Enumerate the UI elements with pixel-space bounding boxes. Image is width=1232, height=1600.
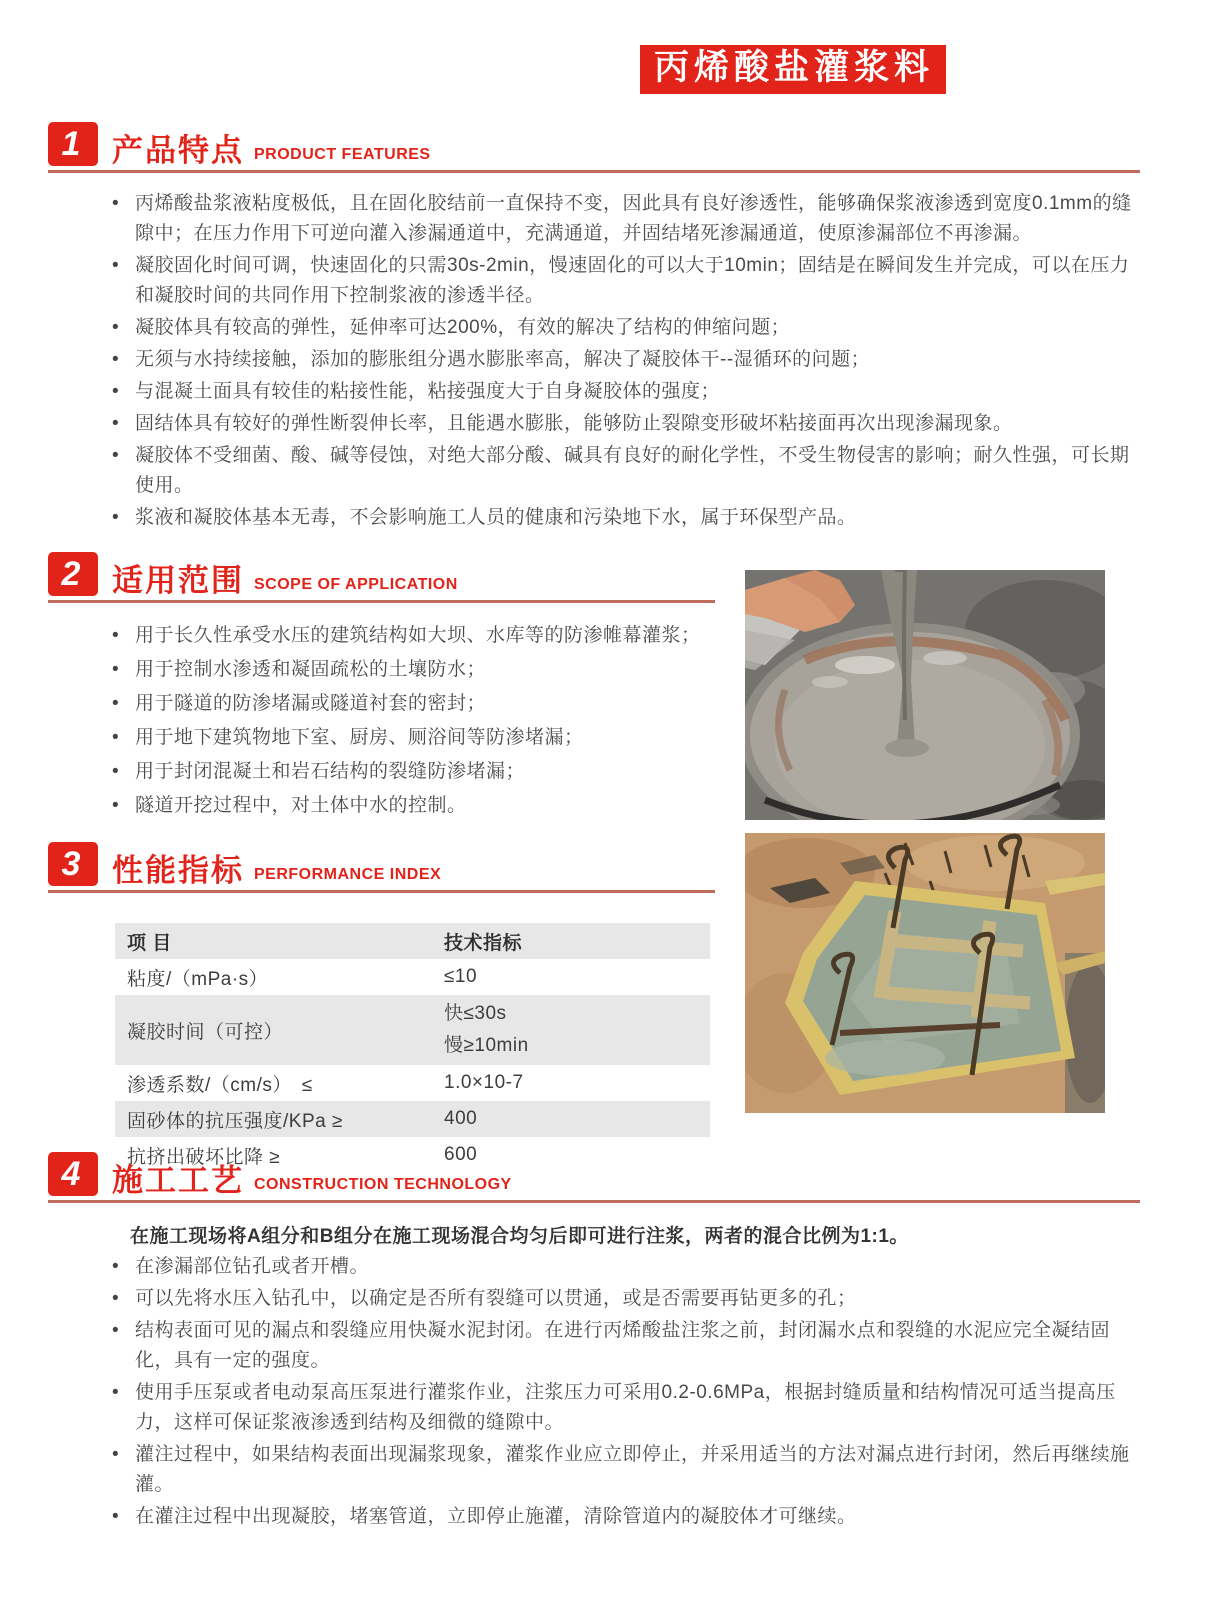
mixing-ratio-note: 在施工现场将A组分和B组分在施工现场混合均匀后即可进行注浆，两者的混合比例为1:1。 (130, 1226, 909, 1247)
section-number-badge: 4 (48, 1152, 98, 1196)
page-title: 丙烯酸盐灌浆料 (640, 45, 946, 94)
section-subtitle: CONSTRUCTION TECHNOLOGY (254, 1176, 512, 1194)
grout-slurry-mixing-photo (745, 570, 1105, 820)
value-line-slow: 慢≥10min (444, 1035, 529, 1056)
table-cell: 抗挤出破坏比降 ≥ (127, 1146, 281, 1168)
section-subtitle: PERFORMANCE INDEX (254, 866, 442, 884)
section-scope-of-application (48, 552, 715, 823)
table-cell: 600 (444, 1144, 478, 1165)
list-item: • 可以先将水压入钻孔中，以确定是否所有裂缝可以贯通，或是否需要再钻更多的孔； (110, 1284, 1140, 1314)
value-line-fast: 快≤30s (444, 1003, 507, 1024)
section-header (48, 842, 715, 893)
section-performance-index (48, 842, 715, 1173)
column-header-value: 技术指标 (444, 932, 523, 954)
section-header (48, 122, 1140, 173)
section-title: 产品特点 (112, 133, 244, 168)
construction-bullet-list (48, 1252, 1140, 1532)
scope-bullet-list (48, 619, 715, 823)
list-item: • 凝胶固化时间可调，快速固化的只需30s-2min，慢速固化的可以大于10min；固结是在瞬间发生并完成，可以在压力和凝胶时间的共同作用下控制浆液的渗透半径。 (110, 251, 1140, 311)
section-subtitle: SCOPE OF APPLICATION (254, 576, 458, 594)
section-construction-technology (48, 1152, 1140, 1534)
table-cell: ≤10 (444, 966, 478, 987)
table-cell: 固砂体的抗压强度/KPa ≥ (127, 1110, 343, 1132)
list-item: • 使用手压泵或者电动泵高压泵进行灌浆作业，注浆压力可采用0.2-0.6MPa，根据封缝质量和结构情况可适当提高压力，这样可保证浆液渗透到结构及细微的缝隙中。 (110, 1378, 1140, 1438)
features-bullet-list (48, 189, 1140, 533)
section-product-features (48, 122, 1140, 535)
table-header-row (115, 923, 710, 959)
section-title: 施工工艺 (112, 1163, 244, 1198)
list-item: • 固结体具有较好的弹性断裂伸长率，且能遇水膨胀，能够防止裂隙变形破坏粘接面再次出现渗漏现象。 (110, 409, 1140, 439)
list-item: • 浆液和凝胶体基本无毒，不会影响施工人员的健康和污染地下水，属于环保型产品。 (110, 503, 1140, 533)
list-item: • 凝胶体具有较高的弹性，延伸率可达200%，有效的解决了结构的伸缩问题； (110, 313, 1140, 343)
table-cell: 1.0×10-7 (444, 1072, 524, 1093)
table-cell: 渗透系数/（cm/s） ≤ (127, 1074, 313, 1096)
list-item: • 用于控制水渗透和凝固疏松的土壤防水； (110, 653, 715, 687)
section-header (48, 552, 715, 603)
column-header-item: 项 目 (127, 932, 172, 954)
section-title: 性能指标 (112, 853, 244, 888)
list-item: • 隧道开挖过程中，对土体中水的控制。 (110, 789, 715, 823)
table-row (115, 1065, 710, 1101)
list-item: • 用于封闭混凝土和岩石结构的裂缝防渗堵漏； (110, 755, 715, 789)
section-subtitle: PRODUCT FEATURES (254, 146, 431, 164)
table-cell: 凝胶时间（可控） (127, 1021, 284, 1043)
list-item: • 用于地下建筑物地下室、厨房、厕浴间等防渗堵漏； (110, 721, 715, 755)
section-number-badge: 2 (48, 552, 98, 596)
list-item: • 用于长久性承受水压的建筑结构如大坝、水库等的防渗帷幕灌浆； (110, 619, 715, 653)
performance-table (115, 923, 710, 1173)
table-row (115, 995, 710, 1065)
section-number-badge: 3 (48, 842, 98, 886)
list-item: • 灌注过程中，如果结构表面出现漏浆现象，灌浆作业应立即停止，并采用适当的方法对漏点进行封闭，然后再继续施灌。 (110, 1440, 1140, 1500)
list-item: • 结构表面可见的漏点和裂缝应用快凝水泥封闭。在进行丙烯酸盐注浆之前，封闭漏水点和裂缝的水泥应完全凝结固化，具有一定的强度。 (110, 1316, 1140, 1376)
section-title: 适用范围 (112, 563, 244, 598)
list-item: • 与混凝土面具有较佳的粘接性能，粘接强度大于自身凝胶体的强度； (110, 377, 1140, 407)
list-item: • 凝胶体不受细菌、酸、碱等侵蚀，对绝大部分酸、碱具有良好的耐化学性，不受生物侵害的影响；耐久性强，可长期使用。 (110, 441, 1140, 501)
table-row (115, 959, 710, 995)
section-header (48, 1152, 1140, 1203)
section-number-badge: 1 (48, 122, 98, 166)
table-cell: 粘度/（mPa·s） (127, 968, 269, 990)
list-item: • 无须与水持续接触，添加的膨胀组分遇水膨胀率高，解决了凝胶体干--湿循环的问题； (110, 345, 1140, 375)
table-cell (432, 995, 710, 1065)
table-row (115, 1101, 710, 1137)
list-item: • 在渗漏部位钻孔或者开槽。 (110, 1252, 1140, 1282)
list-item: • 在灌注过程中出现凝胶，堵塞管道，立即停止施灌，清除管道内的凝胶体才可继续。 (110, 1502, 1140, 1532)
list-item: • 用于隧道的防渗堵漏或隧道衬套的密封； (110, 687, 715, 721)
formwork-grouting-photo (745, 833, 1105, 1113)
list-item: • 丙烯酸盐浆液粘度极低，且在固化胶结前一直保持不变，因此具有良好渗透性，能够确保浆液渗透到宽度0.1mm的缝隙中；在压力作用下可逆向灌入渗漏通道中，充满通道，并固结堵死渗漏通道，使原渗漏部位不再渗漏。 (110, 189, 1140, 249)
table-cell: 400 (444, 1108, 478, 1129)
